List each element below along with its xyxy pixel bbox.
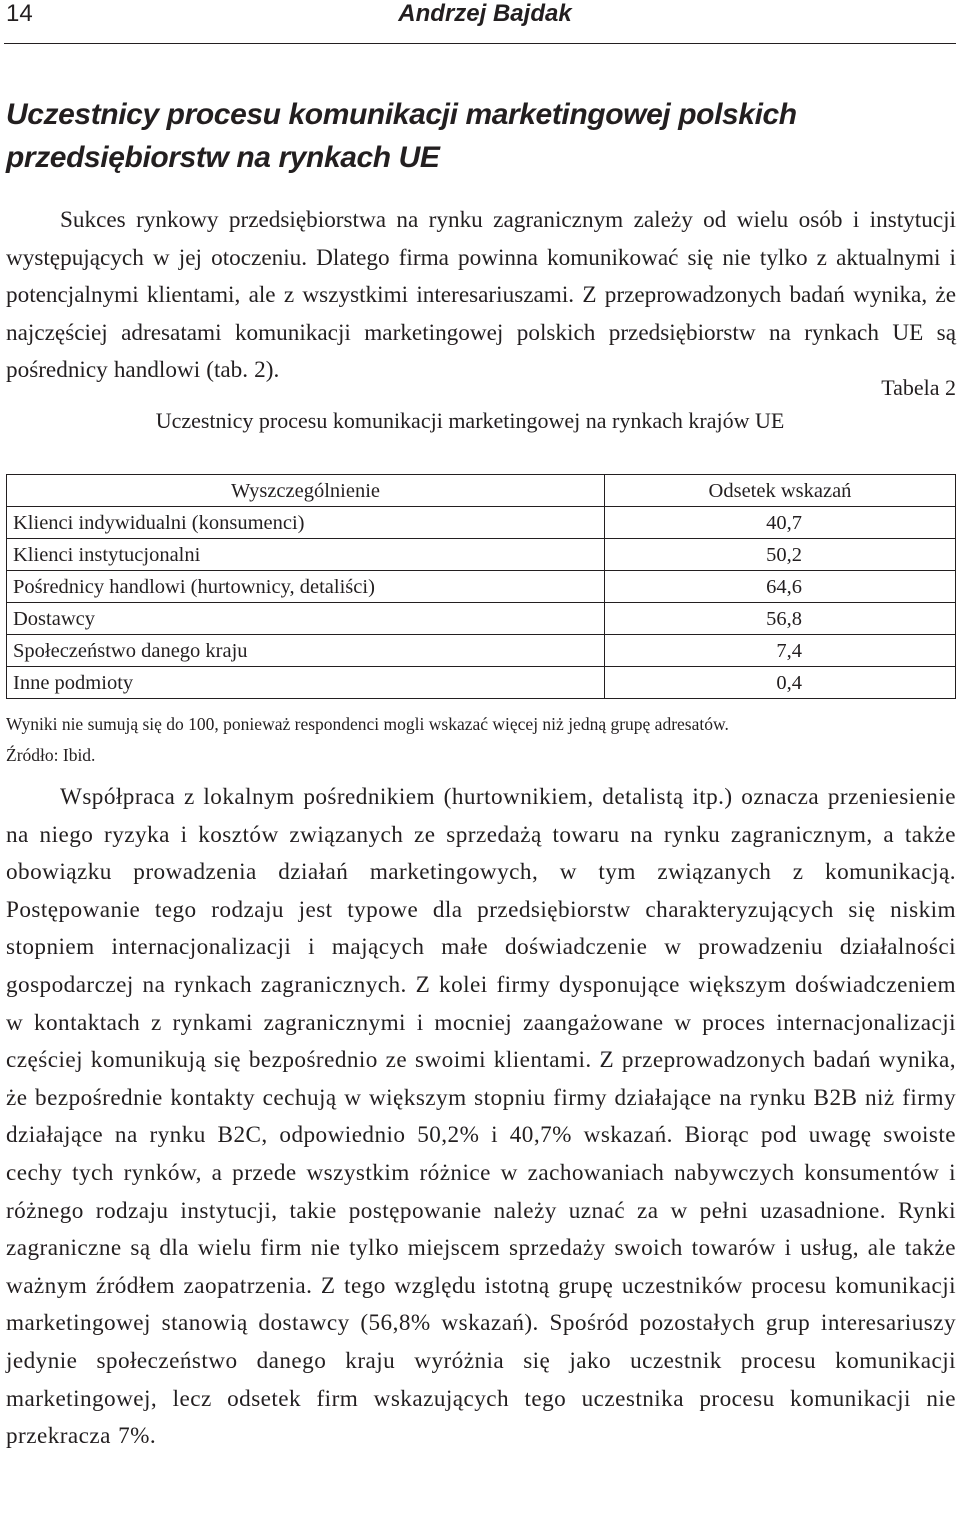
row-label: Pośrednicy handlowi (hurtownicy, detaliści) (7, 571, 605, 603)
row-label: Klienci indywidualni (konsumenci) (7, 507, 605, 539)
row-value: 40,7 (605, 507, 956, 539)
section-heading (6, 93, 906, 179)
column-header-item: Wyszczególnienie (7, 475, 605, 507)
table-row (7, 603, 956, 635)
row-value: 64,6 (605, 571, 956, 603)
row-value: 7,4 (605, 635, 956, 667)
row-value: 0,4 (605, 667, 956, 699)
running-head-author: Andrzej Bajdak (398, 0, 572, 27)
body-paragraph: Współpraca z lokalnym pośrednikiem (hurtownikiem, detalistą itp.) oznacza przeniesienie na niego ryzyka i kosztów związanych ze sprzedażą towaru na rynku zagranicznym, a także obowiązku prowadzenia działań marketingowych, w tym związanych z komunikacją. Postępowanie tego rodzaju jest typowe dla przedsiębiorstw charakteryzujących się niskim stopniem internacjonalizacji i mających małe doświadczenie w prowadzeniu działalności gospodarczej na rynkach zagranicznych. Z kolei firmy dysponujące większym doświadczeniem w kontaktach z rynkami zagranicznymi i mocniej zaangażowane w proces internacjonalizacji częściej komunikują się bezpośrednio ze swoimi klientami. Z przeprowadzonych badań wynika, że bezpośrednie kontakty cechują w większym stopniu firmy działające na rynku B2B niż firmy działające na rynku B2C, odpowiednio 50,2% i 40,7% wskazań. Biorąc pod uwagę swoiste cechy tych rynków, a przede wszystkim różnice w zachowaniach nabywczych konsumentów i różnego rodzaju instytucji, takie postępowanie należy uznać za w pełni uzasadnione. Rynki zagraniczne są dla wielu firm nie tylko miejscem sprzedaży swoich towarów i usług, ale także ważnym źródłem zaopatrzenia. Z tego względu istotną grupę uczestników procesu komunikacji marketingowej stanowią dostawcy (56,8% wskazań). Spośród pozostałych grup interesariuszy jedynie społeczeństwo danego kraju wyróżnia się jako uczestnik procesu komunikacji marketingowej, lecz odsetek firm wskazujących tego uczestnika procesu komunikacji nie przekracza 7%. (6, 784, 956, 1450)
table-row (7, 571, 956, 603)
table-row (7, 539, 956, 571)
row-label: Klienci instytucjonalni (7, 539, 605, 571)
page-number: 14 (6, 0, 33, 27)
row-value: 56,8 (605, 603, 956, 635)
table-title: Uczestnicy procesu komunikacji marketingowej na rynkach krajów UE (155, 408, 785, 433)
table-source: Źródło: Ibid. (6, 745, 96, 765)
table-header-row (7, 475, 956, 507)
header-rule (4, 43, 956, 44)
row-label: Inne podmioty (7, 667, 605, 699)
table-row (7, 667, 956, 699)
table-label: Tabela 2 (881, 375, 956, 400)
table-note: Wyniki nie sumują się do 100, ponieważ respondenci mogli wskazać więcej niż jedną grupę adresatów. (6, 714, 729, 734)
data-table (6, 474, 956, 699)
section-heading-line2: przedsiębiorstw na rynkach UE (6, 141, 440, 174)
intro-paragraph: Sukces rynkowy przedsiębiorstwa na rynku zagranicznym zależy od wielu osób i instytucji występujących w jej otoczeniu. Dlatego firma powinna komunikować się nie tylko z aktualnymi i potencjalnymi klientami, ale z wszystkimi interesariuszami. Z przeprowadzonych badań wynika, że najczęściej adresatami komunikacji marketingowej polskich przedsiębiorstw na rynkach UE są pośrednicy handlowi (tab. 2). (6, 207, 956, 384)
running-head (4, 0, 956, 44)
table-row (7, 635, 956, 667)
column-header-share: Odsetek wskazań (605, 475, 956, 507)
row-label: Dostawcy (7, 603, 605, 635)
table-row (7, 507, 956, 539)
row-value: 50,2 (605, 539, 956, 571)
section-heading-line1: Uczestnicy procesu komunikacji marketingowej polskich (6, 98, 797, 131)
row-label: Społeczeństwo danego kraju (7, 635, 605, 667)
